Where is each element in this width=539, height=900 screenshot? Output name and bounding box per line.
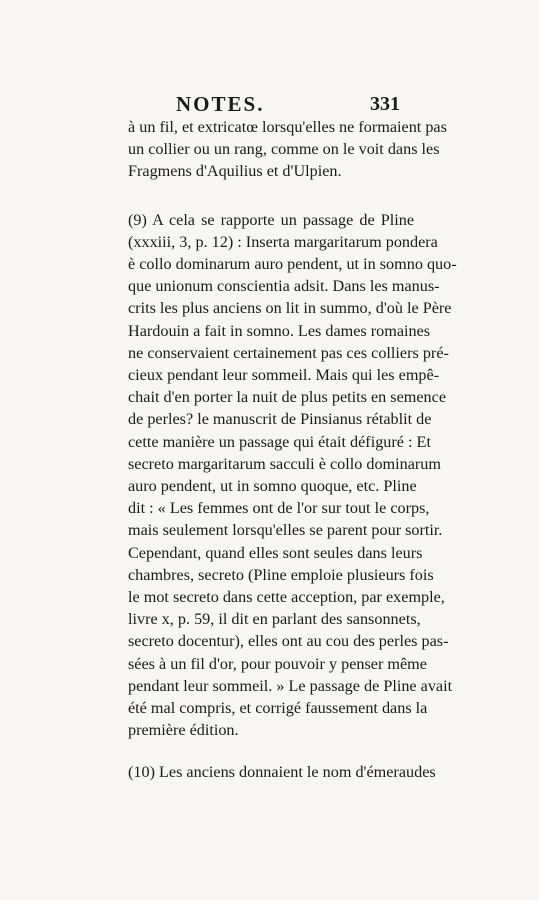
text-line: été mal compris, et corrigé faussement dans la xyxy=(128,699,428,718)
text-line: dit : « Les femmes ont de l'or sur tout le corps, xyxy=(128,499,430,518)
paragraph-gap xyxy=(128,741,414,761)
text-line: que unionum conscientia adsit. Dans les manus- xyxy=(128,277,440,296)
text-line: (xxxiii, 3, p. 12) : Inserta margaritarum pondera xyxy=(128,232,438,251)
text-line: à un fil, et extricatœ lorsqu'elles ne formaient pas xyxy=(128,118,447,136)
text-line: cette manière un passage qui était défiguré : Et xyxy=(128,432,431,451)
text-line: première édition. xyxy=(128,721,239,740)
text-line: (9) A cela se rapporte un passage de Pline xyxy=(128,210,414,229)
text-line: un collier ou un rang, comme on le voit dans les xyxy=(128,140,440,159)
text-line: chait d'en porter la nuit de plus petits en semence xyxy=(128,388,447,407)
text-line: secreto docentur), elles ont au cou des perles pas- xyxy=(128,632,449,651)
body-text xyxy=(128,116,457,784)
page-header xyxy=(128,92,400,118)
text-line: Fragmens d'Aquilius et d'Ulpien. xyxy=(128,162,342,181)
text-line: auro pendent, ut in somno quoque, etc. Pline xyxy=(128,477,417,496)
text-line: crits les plus anciens on lit in summo, d'où le Père xyxy=(128,299,452,318)
text-line: Hardouin a fait in somno. Les dames romaines xyxy=(128,321,431,340)
text-line: livre x, p. 59, il dit en parlant des sansonnets, xyxy=(128,610,421,629)
text-line: è collo dominarum auro pendent, ut in somno quo- xyxy=(128,255,457,274)
page-number: 331 xyxy=(370,93,400,115)
running-title: NOTES. xyxy=(176,92,265,116)
text-line: Cependant, quand elles sont seules dans leurs xyxy=(128,543,423,562)
paragraph-3 xyxy=(128,761,436,783)
text-line: pendant leur sommeil. » Le passage de Pline avait xyxy=(128,676,453,695)
text-line: chambres, secreto (Pline emploie plusieurs fois xyxy=(128,565,434,584)
text-line: ne conservaient certainement pas ces colliers pré- xyxy=(128,343,449,362)
paragraph-1 xyxy=(128,116,447,183)
text-line: sées à un fil d'or, pour pouvoir y penser même xyxy=(128,654,427,673)
text-line: (10) Les anciens donnaient le nom d'émeraudes xyxy=(128,763,436,782)
paragraph-2 xyxy=(128,209,457,742)
text-line: de perles? le manuscrit de Pinsianus rétablit de xyxy=(128,410,432,429)
text-line: mais seulement lorsqu'elles se parent pour sortir. xyxy=(128,521,443,540)
text-line: cieux pendant leur sommeil. Mais qui les empê- xyxy=(128,366,440,385)
text-line: secreto margaritarum sacculi è collo dominarum xyxy=(128,454,441,473)
paragraph-gap xyxy=(128,183,414,209)
text-line: le mot secreto dans cette acception, par exemple, xyxy=(128,588,445,607)
